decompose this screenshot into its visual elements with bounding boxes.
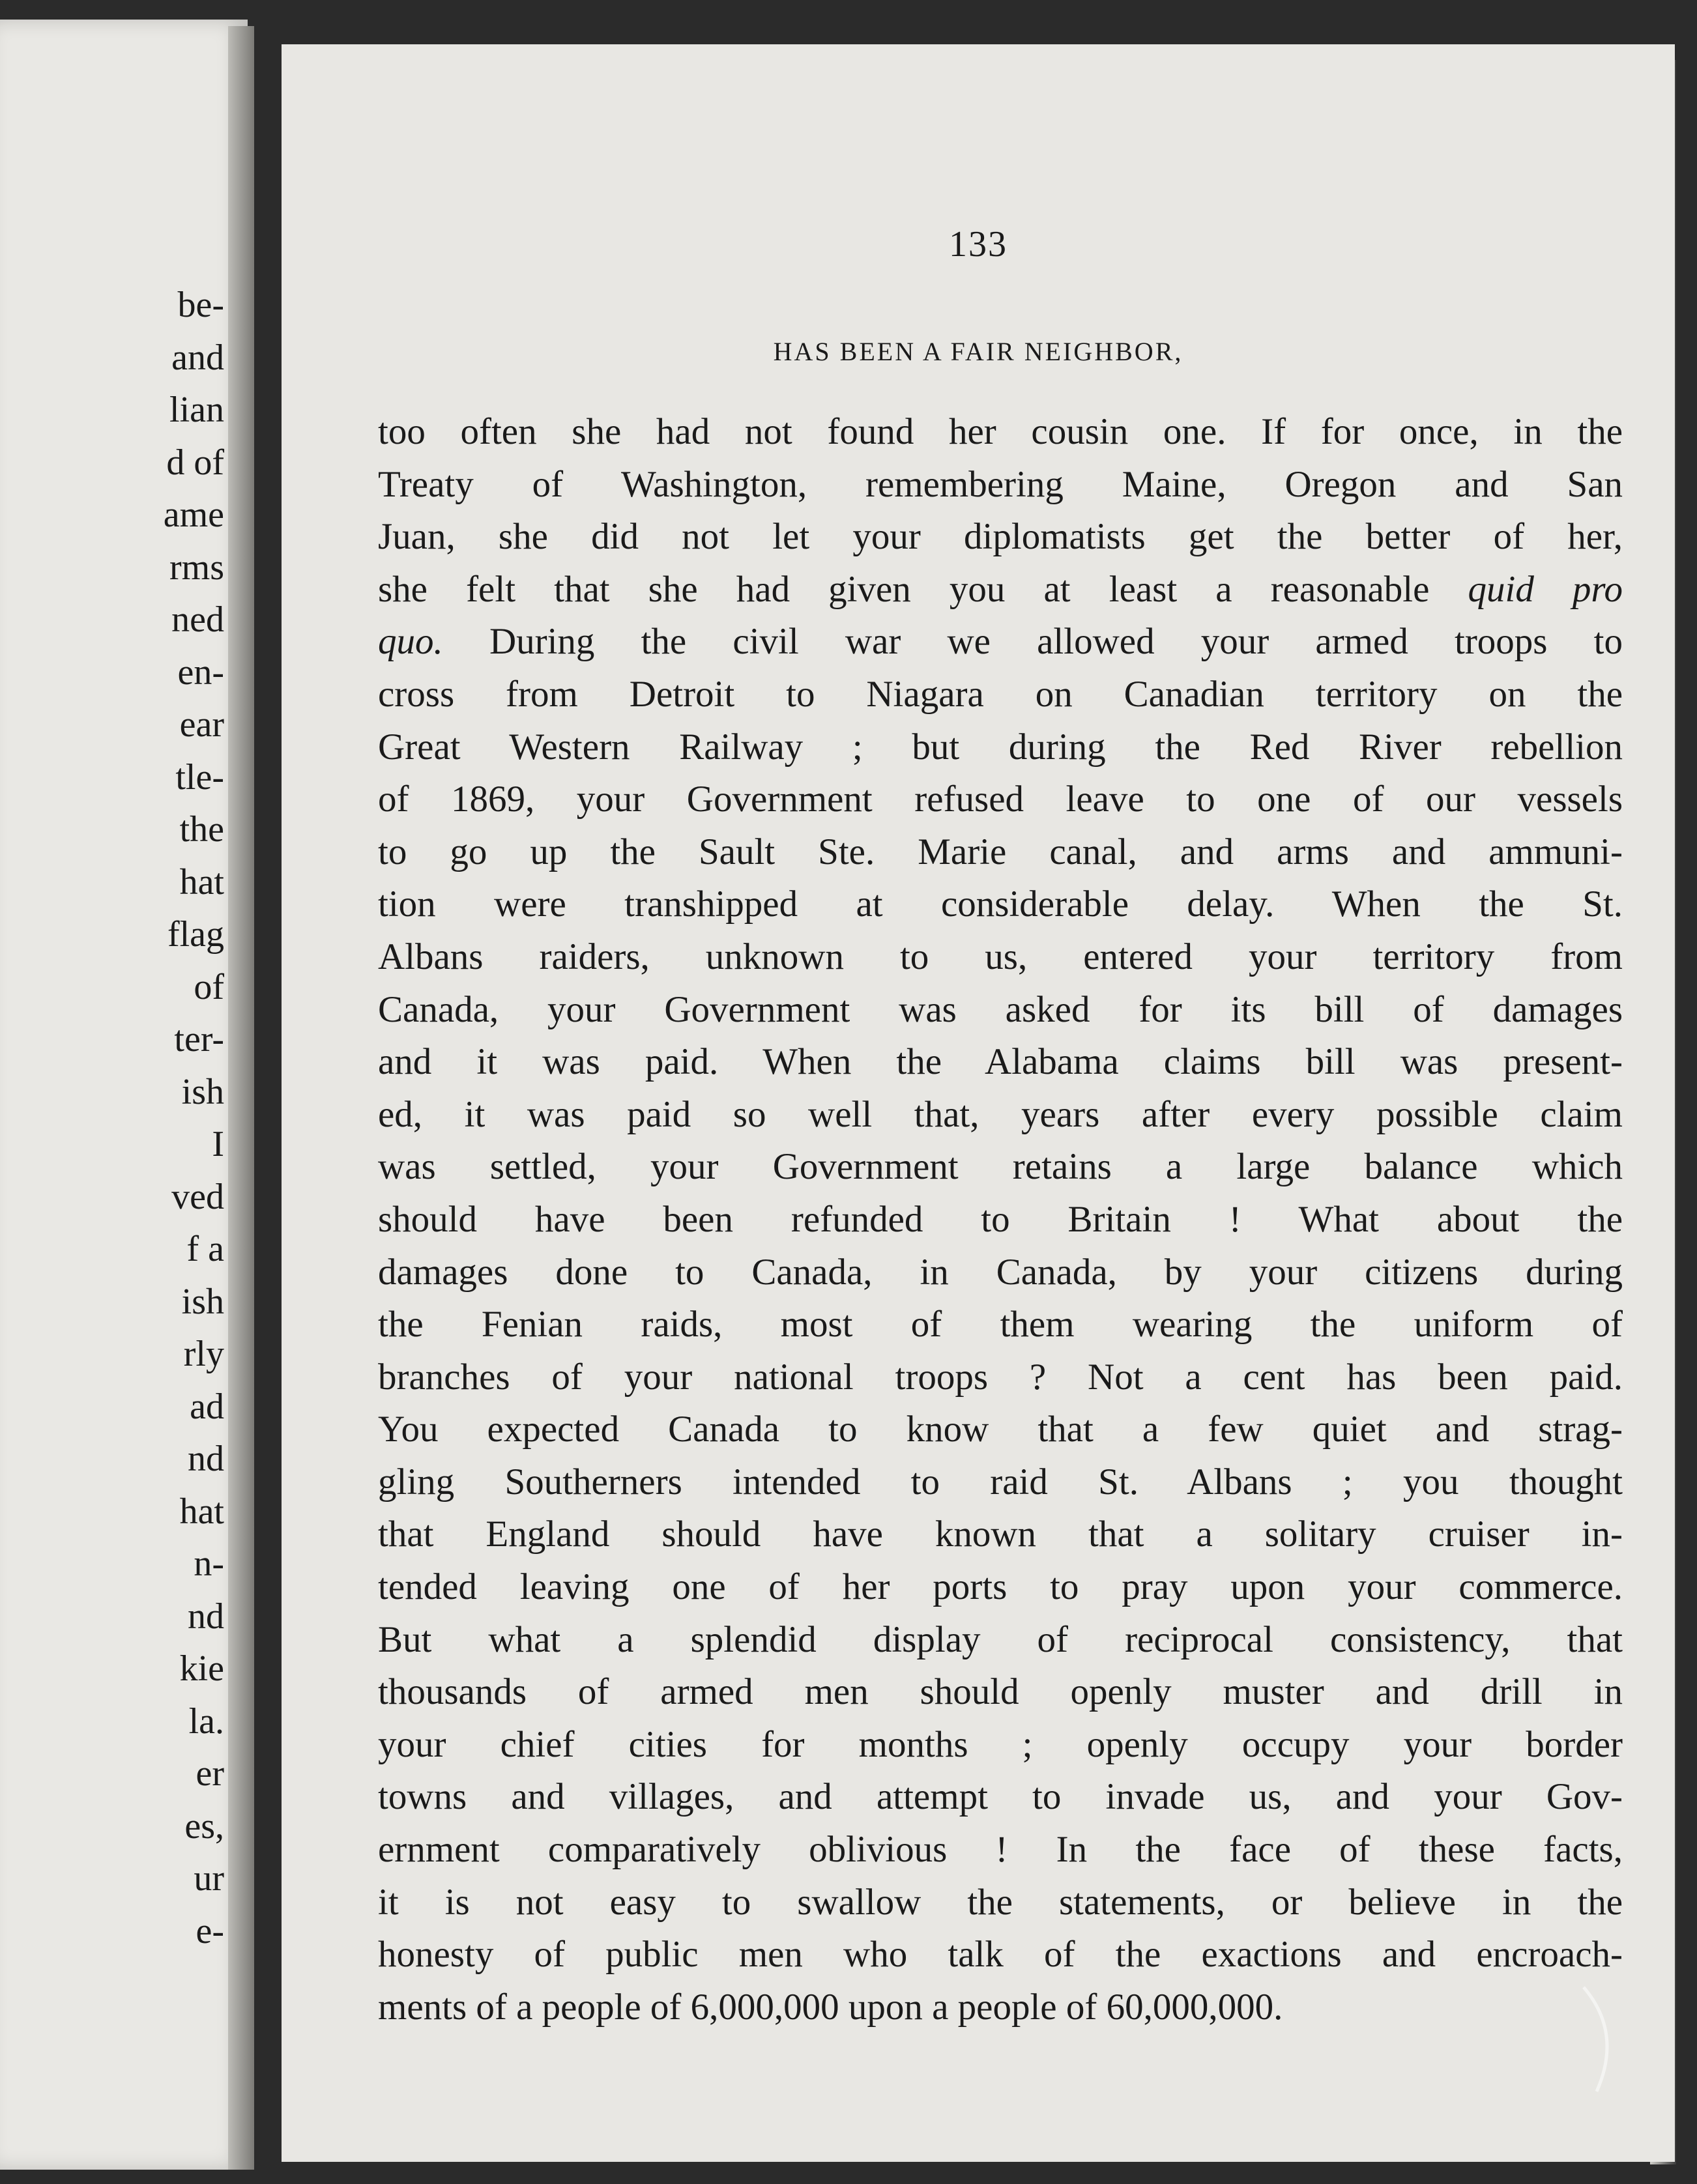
text-line: towns and villages, and attempt to invade us, and your Gov- <box>378 1776 1623 1818</box>
text-line: of 1869, your Government refused leave to one of our vessels <box>378 779 1623 820</box>
fragment-line: e- <box>196 1910 224 1951</box>
text-line: thousands of armed men should openly muster and drill in <box>378 1671 1623 1713</box>
previous-page <box>0 20 248 2170</box>
text-line: the Fenian raids, most of them wearing the uniform of <box>378 1304 1623 1345</box>
text-line: damages done to Canada, in Canada, by your citizens during <box>378 1251 1623 1293</box>
fragment-line: flag <box>167 914 224 955</box>
fragment-line: ish <box>181 1071 224 1112</box>
fragment-line: kie <box>179 1648 224 1689</box>
fragment-line: ad <box>190 1386 224 1427</box>
text-line: Treaty of Washington, remembering Maine, Oregon and San <box>378 463 1623 505</box>
text-line-with-italic <box>378 616 1623 668</box>
fragment-line: be- <box>177 285 224 325</box>
text-line: Albans raiders, unknown to us, entered your territory from <box>378 936 1623 977</box>
text-line: Canada, your Government was asked for its bill of damages <box>378 988 1623 1030</box>
text-line: tended leaving one of her ports to pray upon your commerce. <box>378 1566 1623 1608</box>
text-line: was settled, your Government retains a large balance which <box>378 1146 1623 1188</box>
fragment-line: la. <box>188 1701 224 1742</box>
italic-phrase: quo. <box>378 621 443 663</box>
text-line: Juan, she did not let your diplomatists get the better of her, <box>378 516 1623 558</box>
fragment-line: es, <box>184 1805 224 1846</box>
fragment-line: and <box>171 337 224 378</box>
fragment-line: f a <box>186 1229 224 1269</box>
book-page <box>282 44 1675 2162</box>
book-gutter <box>228 26 254 2170</box>
text-segment: During the civil war we allowed your armed troops to <box>489 621 1623 663</box>
fragment-line: I <box>212 1124 224 1164</box>
fragment-line: en- <box>177 652 224 693</box>
fragment-line: d of <box>166 442 224 483</box>
text-line: tion were transhipped at considerable delay. When the St. <box>378 884 1623 925</box>
fragment-line: nd <box>188 1596 224 1637</box>
text-line: should have been refunded to Britain ! What about the <box>378 1198 1623 1240</box>
page-number: 133 <box>949 224 1008 265</box>
text-line: You expected Canada to know that a few quiet and strag- <box>378 1409 1623 1450</box>
fragment-line: the <box>179 809 224 850</box>
body-text <box>378 406 1623 2033</box>
text-line: But what a splendid display of reciprocal consistency, that <box>378 1618 1623 1660</box>
text-line: cross from Detroit to Niagara on Canadian territory on the <box>378 673 1623 715</box>
fragment-line: ved <box>171 1176 224 1217</box>
page-curl-mark <box>1577 1981 1636 2098</box>
fragment-line: lian <box>169 390 224 430</box>
fragment-line: ned <box>171 599 224 640</box>
fragment-line: hat <box>179 861 224 902</box>
text-line: your chief cities for months ; openly occupy your border <box>378 1723 1623 1765</box>
text-line: and it was paid. When the Alabama claims bill was present- <box>378 1041 1623 1083</box>
fragment-line: rms <box>169 547 224 588</box>
text-line: branches of your national troops ? Not a cent has been paid. <box>378 1356 1623 1398</box>
fragment-line: ur <box>194 1858 224 1899</box>
text-line: to go up the Sault Ste. Marie canal, and arms and ammuni- <box>378 831 1623 872</box>
fragment-line: er <box>196 1753 224 1794</box>
text-line: ments of a people of 6,000,000 upon a people of 60,000,000. <box>378 1986 1283 2028</box>
text-line: Great Western Railway ; but during the Red River rebellion <box>378 726 1623 768</box>
fragment-line: of <box>194 966 224 1007</box>
fragment-line: ter- <box>174 1019 224 1059</box>
fragment-line: ame <box>163 495 224 535</box>
text-segment: she felt that she had given you at least a reasonable <box>378 568 1430 610</box>
text-line: ed, it was paid so well that, years after every possible claim <box>378 1093 1623 1135</box>
text-line-with-italic <box>378 564 1623 616</box>
text-line: ernment comparatively oblivious ! In the face of these facts, <box>378 1829 1623 1871</box>
fragment-line: nd <box>188 1439 224 1479</box>
fragment-line: rly <box>183 1334 224 1374</box>
text-line: honesty of public men who talk of the exactions and encroach- <box>378 1934 1623 1976</box>
text-line: that England should have known that a solitary cruiser in- <box>378 1514 1623 1555</box>
text-line: it is not easy to swallow the statements, or believe in the <box>378 1881 1623 1923</box>
text-line: gling Southerners intended to raid St. Albans ; you thought <box>378 1461 1623 1502</box>
previous-page-text <box>94 279 224 1957</box>
running-head: HAS BEEN A FAIR NEIGHBOR, <box>773 337 1183 366</box>
fragment-line: n- <box>194 1544 224 1584</box>
text-line: too often she had not found her cousin one. If for once, in the <box>378 411 1623 452</box>
fragment-line: ish <box>181 1281 224 1322</box>
fragment-line: ear <box>179 704 224 745</box>
fragment-line: hat <box>179 1491 224 1532</box>
italic-phrase: quid pro <box>1468 568 1623 610</box>
fragment-line: tle- <box>175 756 224 797</box>
